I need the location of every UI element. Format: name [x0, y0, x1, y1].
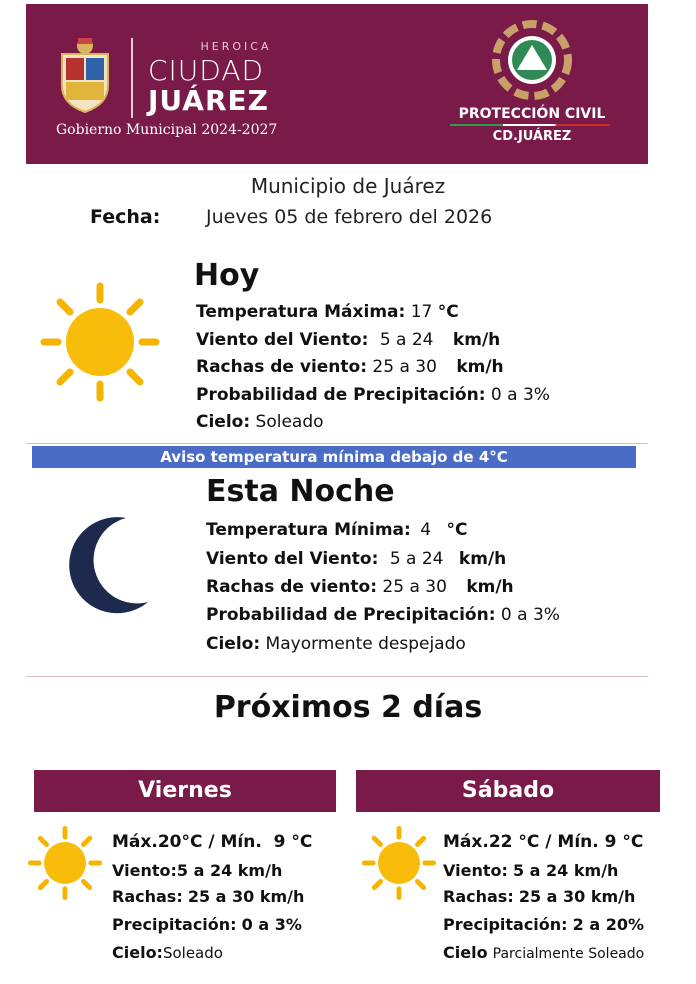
proteccion-civil-title: PROTECCIÓN CIVIL	[458, 106, 606, 122]
noche-cielo-row	[206, 634, 466, 654]
hoy-temp-unit: °C	[437, 302, 459, 322]
sabado-rachas-value: 25 a 30 km/h	[518, 887, 636, 906]
viernes-rachas-row	[112, 887, 304, 906]
viernes-rachas-value: 25 a 30 km/h	[187, 887, 305, 906]
noche-viento-row	[206, 549, 506, 569]
day-header-viernes: Viernes	[34, 770, 336, 812]
viernes-cielo-row	[112, 943, 223, 962]
noche-temp-value: 4	[420, 520, 432, 540]
viernes-max: 20°C	[157, 832, 203, 852]
sabado-max-label: Máx.	[443, 832, 489, 852]
proteccion-civil-emblem-icon	[492, 20, 572, 100]
noche-viento-value: 5 a 24	[389, 549, 444, 569]
sabado-cielo-value: Parcialmente Soleado	[492, 946, 645, 962]
hoy-rachas-value: 25 a 30	[372, 357, 437, 377]
sun-icon	[40, 282, 160, 402]
sabado-cielo-label: Cielo	[443, 943, 488, 962]
viernes-viento-row	[112, 861, 282, 880]
hoy-cielo-value: Soleado	[255, 412, 324, 432]
viernes-viento-label: Viento:	[112, 861, 177, 880]
sabado-viento-label: Viento:	[443, 861, 508, 880]
hoy-viento-row	[196, 330, 500, 350]
header-divider	[131, 38, 133, 118]
divider	[26, 676, 648, 677]
sabado-rachas-row	[443, 887, 635, 906]
proximos-title: Próximos 2 días	[213, 690, 483, 725]
sabado-precip-label: Precipitación:	[443, 915, 568, 934]
noche-precip-label: Probabilidad de Precipitación:	[206, 605, 496, 625]
sabado-max: 22 °C	[488, 832, 540, 852]
proteccion-civil-subtitle: CD.JUÁREZ	[492, 129, 572, 144]
sabado-min-label: / Mín.	[539, 832, 599, 852]
sabado-viento-row	[443, 861, 618, 880]
header-banner	[26, 4, 648, 164]
noche-precip-value: 0 a 3%	[500, 605, 560, 625]
day-header-sabado: Sábado	[356, 770, 660, 812]
hoy-precip-label: Probabilidad de Precipitación:	[196, 385, 486, 405]
city-crest-icon	[56, 34, 114, 114]
noche-rachas-unit: km/h	[466, 577, 514, 597]
moon-icon	[56, 510, 166, 620]
hoy-rachas-unit: km/h	[456, 357, 504, 377]
municipio-title: Municipio de Juárez	[250, 174, 446, 198]
sabado-precip-row	[443, 915, 644, 934]
viernes-maxmin-row	[112, 832, 312, 852]
viernes-min-label: / Mín.	[202, 832, 262, 852]
hoy-cielo-row	[196, 412, 324, 432]
sabado-rachas-label: Rachas:	[443, 887, 514, 906]
juarez-text: JUÁREZ	[148, 84, 269, 117]
fecha-value: Jueves 05 de febrero del 2026	[206, 206, 493, 228]
viernes-min: 9 °C	[273, 832, 313, 852]
hoy-temp-value: 17	[410, 302, 433, 322]
hoy-viento-unit: km/h	[452, 330, 501, 350]
sabado-maxmin-row	[443, 832, 643, 852]
sabado-cielo-row	[443, 943, 644, 962]
hoy-cielo-label: Cielo:	[196, 412, 251, 432]
viernes-viento-value: 5 a 24 km/h	[176, 861, 283, 880]
noche-viento-unit: km/h	[458, 549, 507, 569]
aviso-banner: Aviso temperatura mínima debajo de 4°C	[32, 446, 636, 468]
viernes-precip-label: Precipitación:	[112, 915, 237, 934]
noche-temp-unit: °C	[446, 520, 468, 540]
viernes-rachas-label: Rachas:	[112, 887, 183, 906]
noche-cielo-value: Mayormente despejado	[265, 634, 466, 654]
sun-icon	[28, 826, 102, 900]
noche-precip-row	[206, 605, 560, 625]
viernes-cielo-value: Soleado	[162, 944, 223, 962]
noche-title: Esta Noche	[206, 474, 395, 509]
hoy-precip-value: 0 a 3%	[490, 385, 550, 405]
viernes-precip-row	[112, 915, 302, 934]
noche-temp-row	[206, 520, 467, 540]
hoy-temp-row	[196, 302, 459, 322]
hoy-viento-label: Viento del Viento:	[196, 330, 369, 350]
hoy-precip-row	[196, 385, 550, 405]
heroica-text: HEROICA	[200, 40, 272, 53]
flag-stripe	[450, 124, 610, 126]
gobierno-text: Gobierno Municipal 2024-2027	[56, 122, 278, 138]
fecha-label: Fecha:	[90, 206, 161, 228]
hoy-viento-value: 5 a 24	[379, 330, 434, 350]
noche-cielo-label: Cielo:	[206, 634, 261, 654]
sabado-precip-value: 2 a 20%	[572, 915, 645, 934]
noche-temp-label: Temperatura Mínima:	[206, 520, 411, 540]
ciudad-text: CIUDAD	[148, 54, 265, 87]
sun-icon	[362, 826, 436, 900]
sabado-viento-value: 5 a 24 km/h	[512, 861, 619, 880]
noche-viento-label: Viento del Viento:	[206, 549, 379, 569]
hoy-title: Hoy	[194, 258, 260, 293]
hoy-rachas-label: Rachas de viento:	[196, 357, 368, 377]
divider	[26, 443, 648, 444]
noche-rachas-row	[206, 577, 514, 597]
viernes-max-label: Máx.	[112, 832, 158, 852]
sabado-min: 9 °C	[604, 832, 644, 852]
hoy-temp-label: Temperatura Máxima:	[196, 302, 406, 322]
viernes-cielo-label: Cielo:	[112, 943, 163, 962]
noche-rachas-value: 25 a 30	[382, 577, 447, 597]
hoy-rachas-row	[196, 357, 504, 377]
viernes-precip-value: 0 a 3%	[241, 915, 302, 934]
noche-rachas-label: Rachas de viento:	[206, 577, 378, 597]
